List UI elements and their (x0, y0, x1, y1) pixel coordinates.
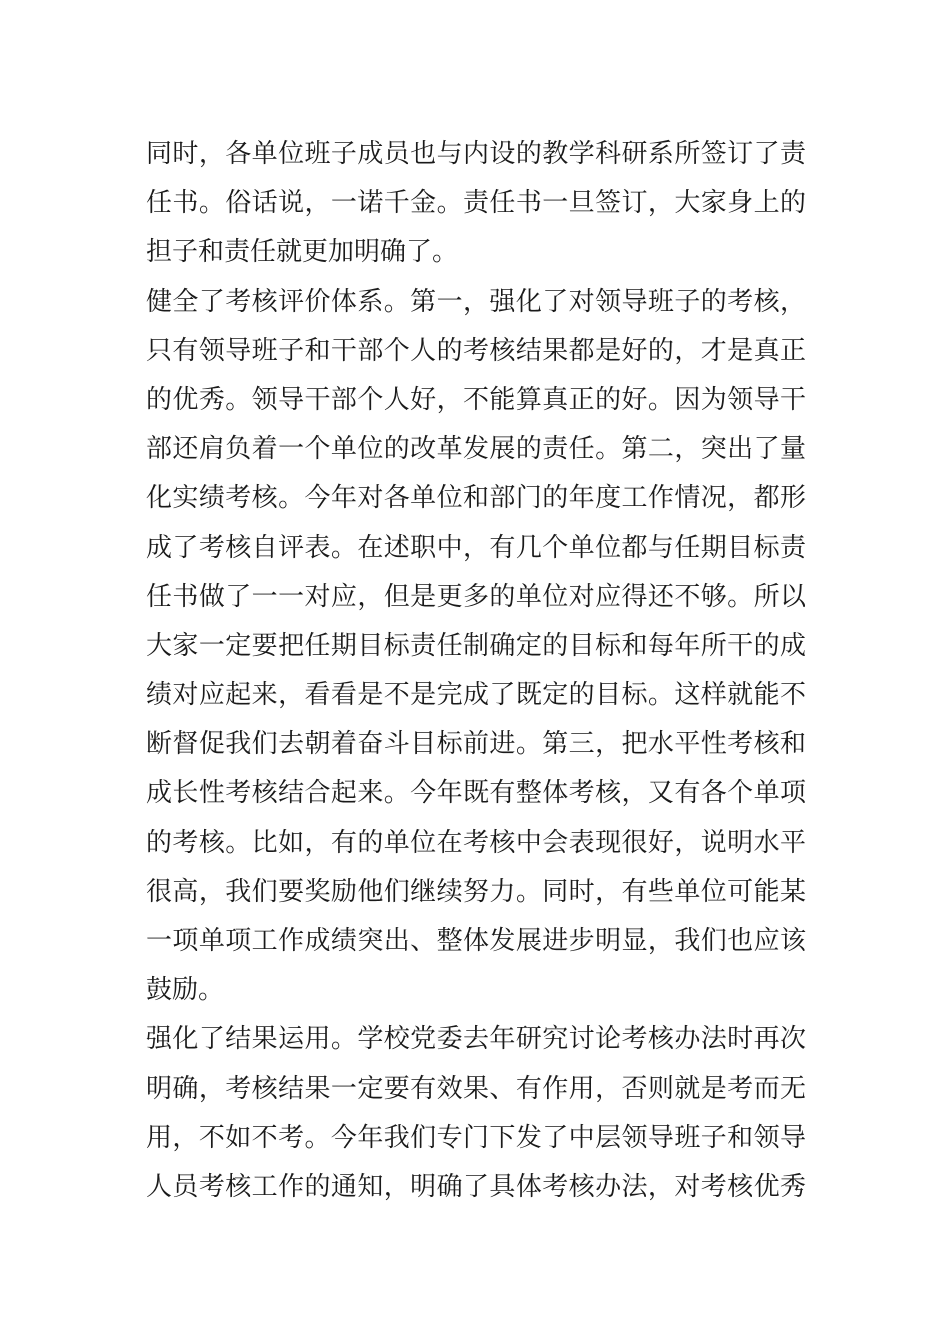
text-line: 大家一定要把任期目标责任制确定的目标和每年所干的成 (146, 630, 806, 661)
text-line: 担子和责任就更加明确了。 (146, 237, 459, 268)
text-line: 成了考核自评表。在述职中，有几个单位都与任期目标责 (146, 532, 806, 563)
text-line: 只有领导班子和干部个人的考核结果都是好的，才是真正 (146, 335, 806, 366)
text-line: 的考核。比如，有的单位在考核中会表现很好，说明水平 (146, 827, 806, 858)
text-line: 健全了考核评价体系。第一，强化了对领导班子的考核， (146, 286, 806, 317)
text-line: 鼓励。 (146, 975, 225, 1006)
body-text (146, 130, 806, 1212)
text-line: 任书。俗话说，一诺千金。责任书一旦签订，大家身上的 (146, 188, 806, 219)
text-line: 部还肩负着一个单位的改革发展的责任。第二，突出了量 (146, 434, 806, 465)
text-line: 同时，各单位班子成员也与内设的教学科研系所签订了责 (146, 139, 806, 169)
text-line: 成长性考核结合起来。今年既有整体考核，又有各个单项 (146, 778, 806, 809)
text-line: 人员考核工作的通知，明确了具体考核办法，对考核优秀 (146, 1171, 806, 1202)
text-line: 很高，我们要奖励他们继续努力。同时，有些单位可能某 (146, 876, 806, 907)
text-line: 的优秀。领导干部个人好，不能算真正的好。因为领导干 (146, 384, 806, 415)
text-line: 一项单项工作成绩突出、整体发展进步明显，我们也应该 (146, 926, 806, 956)
text-line: 任书做了一一对应，但是更多的单位对应得还不够。所以 (146, 581, 806, 612)
text-line: 化实绩考核。今年对各单位和部门的年度工作情况，都形 (146, 483, 806, 514)
text-line: 用，不如不考。今年我们专门下发了中层领导班子和领导 (146, 1122, 806, 1153)
text-line: 强化了结果运用。学校党委去年研究讨论考核办法时再次 (146, 1024, 806, 1055)
text-line: 断督促我们去朝着奋斗目标前进。第三，把水平性考核和 (146, 729, 806, 760)
text-line: 明确，考核结果一定要有效果、有作用，否则就是考而无 (146, 1073, 806, 1104)
text-line: 绩对应起来，看看是不是完成了既定的目标。这样就能不 (146, 680, 806, 711)
